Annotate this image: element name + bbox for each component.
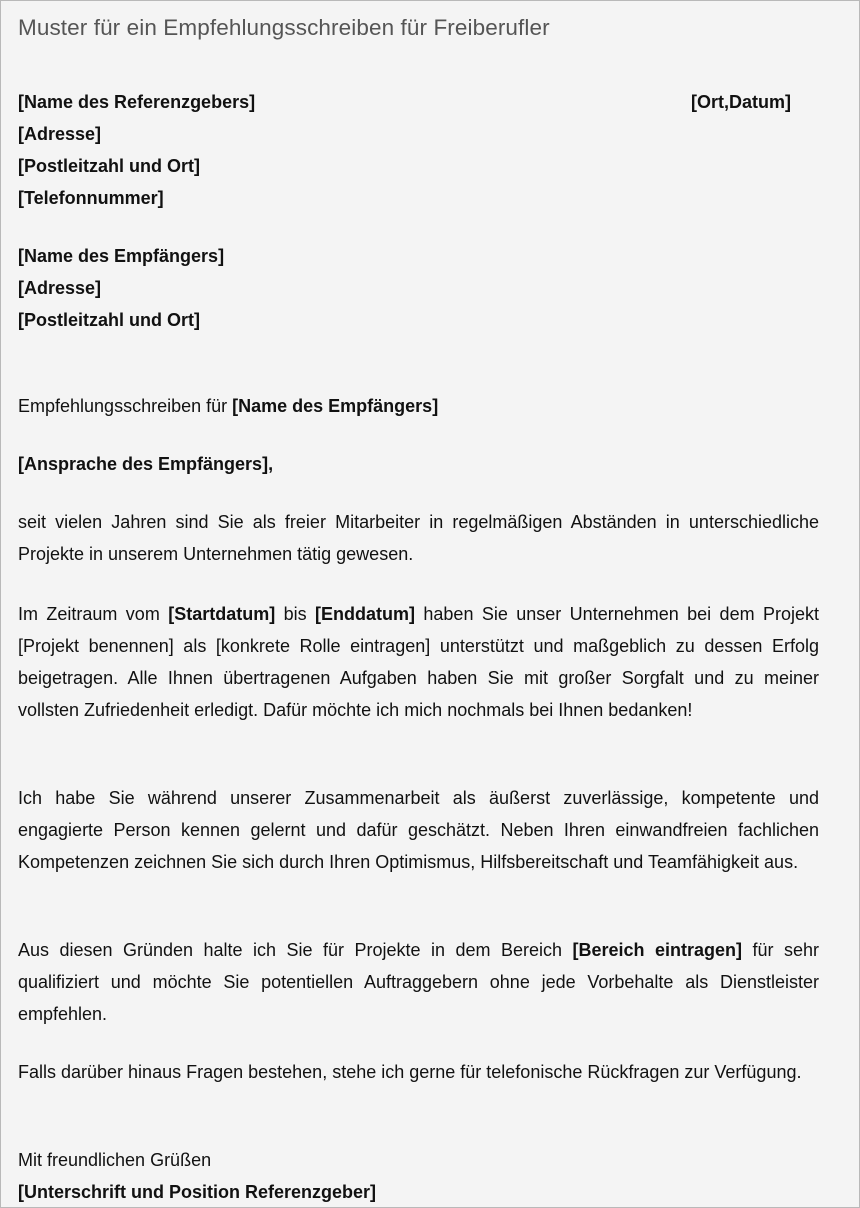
place-date: [Ort,Datum] bbox=[691, 92, 791, 112]
subject-prefix: Empfehlungsschreiben für bbox=[18, 396, 233, 416]
sender-block bbox=[18, 86, 255, 214]
paragraph-5: Falls darüber hinaus Fragen bestehen, stehe ich gerne für telefonische Rückfragen zur Verfügung. bbox=[18, 1062, 802, 1082]
recipient-postal-city: [Postleitzahl und Ort] bbox=[18, 310, 200, 330]
paragraph-2-part-1: Im Zeitraum vom bbox=[18, 604, 169, 624]
paragraph-2-part-3: haben Sie unser Unternehmen bei dem Projekt [Projekt benennen] als [konkrete Rolle eintragen] unterstützt und maßgeblich zu dessen Erfolg beigetragen. Alle Ihnen übertragenen Aufgaben haben Sie mit großer Sorgfalt und zu meiner vollsten Zufriedenheit erledigt. Dafür möchte ich mich nochmals bei Ihnen bedanken! bbox=[18, 604, 819, 720]
closing-greeting: Mit freundlichen Grüßen bbox=[18, 1150, 212, 1170]
paragraph-4-part-2: für sehr qualifiziert und möchte Sie potentiellen Auftraggebern ohne jede Vorbehalte als Dienstleister empfehlen. bbox=[18, 940, 819, 1024]
recipient-address: [Adresse] bbox=[18, 278, 102, 298]
subject-recipient-name: [Name des Empfängers] bbox=[232, 396, 439, 416]
recipient-block bbox=[18, 240, 224, 336]
paragraph-2 bbox=[18, 598, 819, 726]
document-title: Muster für ein Empfehlungsschreiben für Freiberufler bbox=[18, 15, 550, 40]
paragraph-3: Ich habe Sie während unserer Zusammenarbeit als äußerst zuverlässige, kompetente und engagierte Person kennen gelernt und dafür geschätzt. Neben Ihren einwandfreien fachlichen Kompetenzen zeichnen Sie sich durch Ihren Optimismus, Hilfsbereitschaft und Teamfähigkeit aus. bbox=[18, 788, 819, 872]
sender-phone: [Telefonnummer] bbox=[18, 188, 164, 208]
sender-name: [Name des Referenzgebers] bbox=[18, 92, 256, 112]
subject-line bbox=[18, 390, 438, 422]
business-area: [Bereich eintragen] bbox=[572, 940, 743, 960]
sender-postal-city: [Postleitzahl und Ort] bbox=[18, 156, 200, 176]
closing-block bbox=[18, 1144, 376, 1208]
end-date: [Enddatum] bbox=[315, 604, 415, 624]
signature-line: [Unterschrift und Position Referenzgeber] bbox=[18, 1182, 377, 1202]
start-date: [Startdatum] bbox=[168, 604, 276, 624]
paragraph-2-part-2: bis bbox=[275, 604, 316, 624]
salutation: [Ansprache des Empfängers], bbox=[18, 454, 274, 474]
paragraph-1: seit vielen Jahren sind Sie als freier Mitarbeiter in regelmäßigen Abständen in unterschiedliche Projekte in unserem Unternehmen tätig gewesen. bbox=[18, 512, 819, 564]
paragraph-4-part-1: Aus diesen Gründen halte ich Sie für Projekte in dem Bereich bbox=[18, 940, 573, 960]
recipient-name: [Name des Empfängers] bbox=[18, 246, 225, 266]
paragraph-4 bbox=[18, 934, 819, 1030]
sender-address: [Adresse] bbox=[18, 124, 102, 144]
